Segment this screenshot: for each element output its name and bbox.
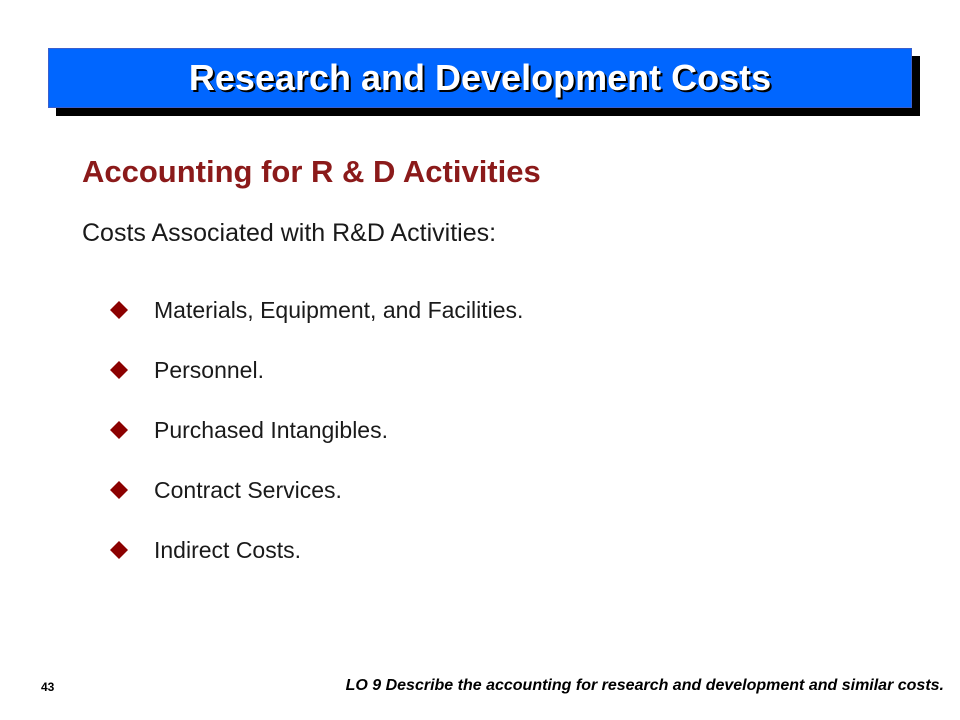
slide-number: 43 (41, 680, 55, 694)
learning-objective: LO 9 Describe the accounting for research and development and similar costs. (345, 677, 944, 694)
list-item (108, 400, 523, 460)
list-item (108, 520, 523, 580)
list-item (108, 460, 523, 520)
diamond-bullet-icon (108, 539, 130, 561)
bullet-text: Indirect Costs. (154, 536, 301, 563)
list-item (108, 280, 523, 340)
section-heading: Accounting for R & D Activities (82, 154, 541, 189)
slide-title: Research and Development Costs (188, 57, 772, 98)
diamond-bullet-icon (108, 479, 130, 501)
title-bar (48, 48, 912, 108)
diamond-bullet-icon (108, 359, 130, 381)
bullet-list (108, 280, 523, 580)
bullet-text: Contract Services. (154, 476, 342, 503)
bullet-text: Personnel. (154, 356, 264, 383)
bullet-text: Purchased Intangibles. (154, 416, 388, 443)
list-item (108, 340, 523, 400)
diamond-bullet-icon (108, 419, 130, 441)
intro-text: Costs Associated with R&D Activities: (82, 219, 497, 247)
bullet-text: Materials, Equipment, and Facilities. (154, 296, 524, 323)
diamond-bullet-icon (108, 299, 130, 321)
